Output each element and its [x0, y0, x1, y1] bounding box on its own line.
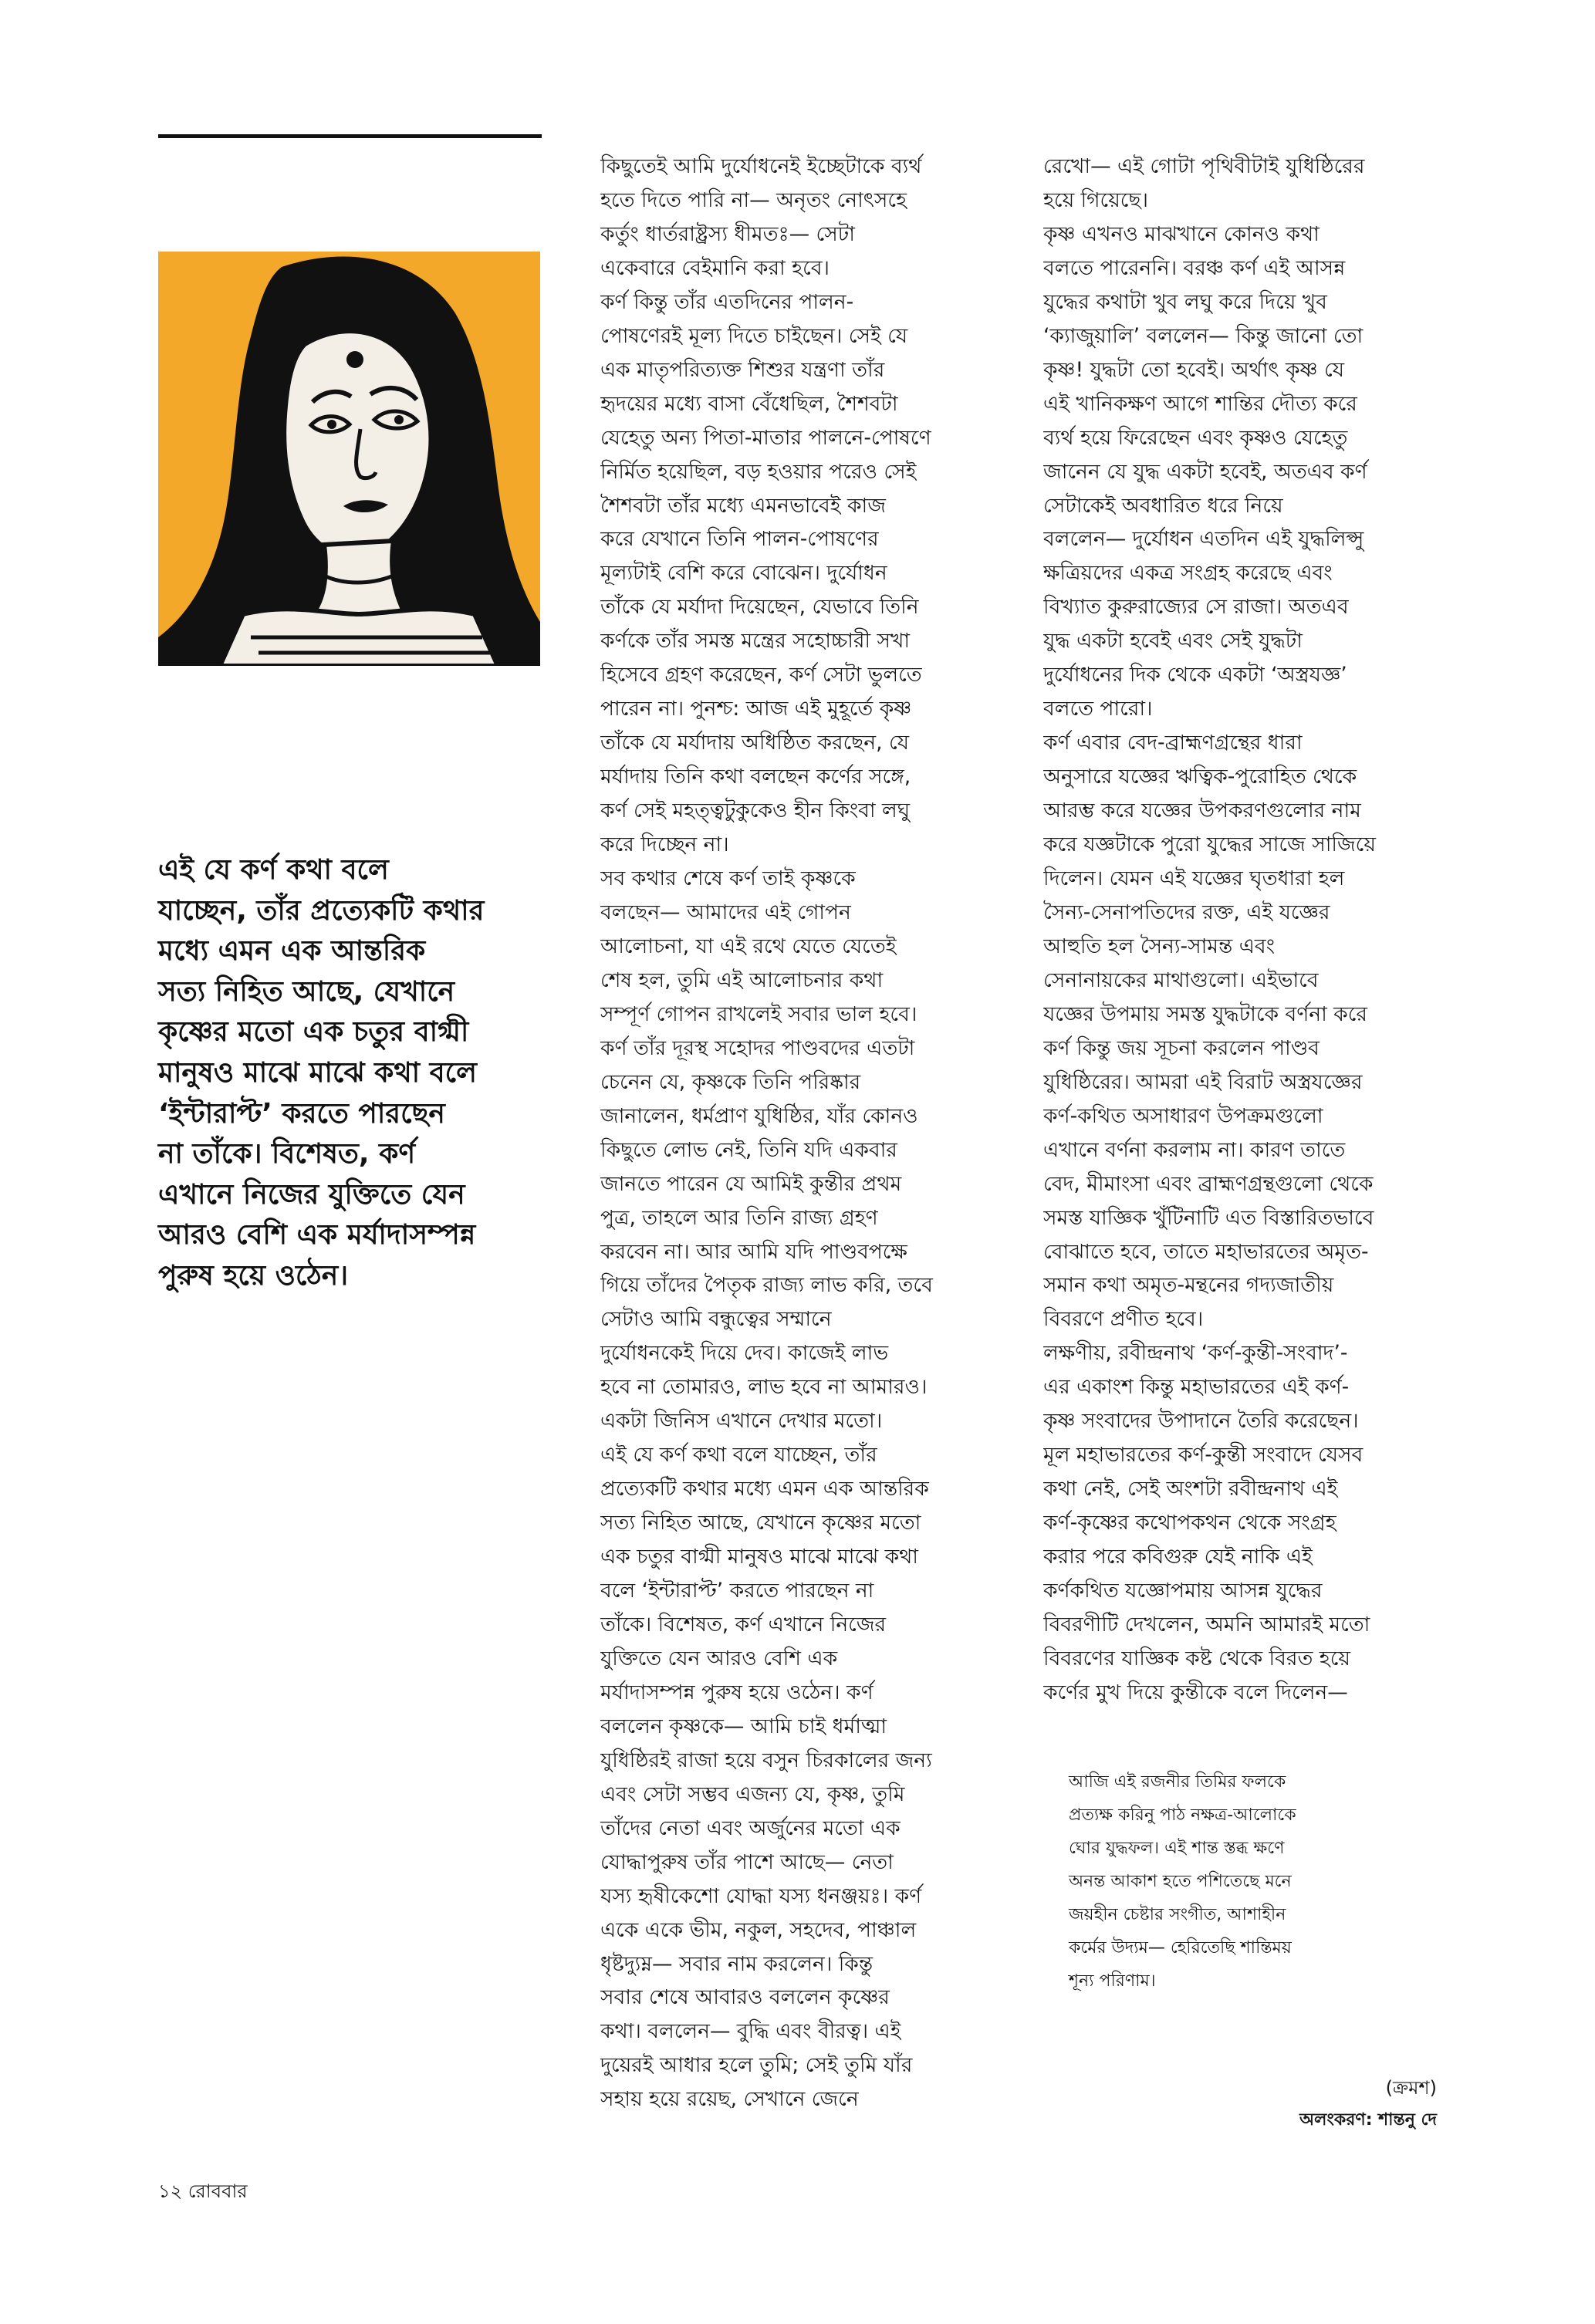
text-line: বিবরণীটি দেখলেন, অমনি আমারই মতো	[1043, 1612, 1370, 1637]
text-line: এর একাংশ কিন্তু মহাভারতের এই কর্ণ-	[1043, 1375, 1350, 1400]
text-line: মূল্যটাই বেশি করে বোঝেন। দুর্যোধন	[600, 561, 887, 586]
text-line: যুদ্ধ একটা হবেই এবং সেই যুদ্ধটা	[1043, 629, 1303, 654]
text-line: আরম্ভ করে যজ্ঞের উপকরণগুলোর নাম	[1043, 799, 1361, 823]
text-line: সেটাকেই অবধারিত ধরে নিয়ে	[1043, 493, 1283, 518]
text-line: কিছুতেই আমি দুর্যোধনেই ইচ্ছেটাকে ব্যর্থ	[600, 154, 922, 178]
text-line: যোদ্ধাপুরুষ তাঁর পাশে আছে— নেতা	[600, 1849, 894, 1874]
poem-line: শূন্য পরিণাম।	[1069, 1971, 1156, 1991]
text-line: মূল মহাভারতের কর্ণ-কুন্তী সংবাদে যেসব	[1043, 1443, 1364, 1468]
text-line: এই খানিকক্ষণ আগে শান্তির দৌত্য করে	[1043, 391, 1357, 416]
text-line: এই যে কর্ণ কথা বলে যাচ্ছেন, তাঁর	[600, 1443, 877, 1468]
text-line: করে দিচ্ছেন না।	[600, 833, 729, 857]
text-line: বললেন কৃষ্ণকে— আমি চাই ধর্মাত্মা	[600, 1714, 887, 1738]
pull-quote-line: এই যে কর্ণ কথা বলে	[158, 854, 389, 886]
text-line: তাঁকে যে মর্যাদা দিয়েছেন, যেভাবে তিনি	[600, 595, 919, 620]
text-line: মর্যাদায় তিনি কথা বলছেন কর্ণের সঙ্গে,	[600, 765, 911, 789]
text-line: সব কথার শেষে কর্ণ তাই কৃষ্ণকে	[600, 866, 856, 891]
text-line: বিবরণে প্রণীত হবে।	[1043, 1307, 1204, 1332]
poem-quote	[1069, 1765, 1439, 1998]
text-line: ব্যর্থ হয়ে ফিরেছেন এবং কৃষ্ণও যেহেতু	[1043, 425, 1348, 450]
text-line: সবার শেষে আবারও বললেন কৃষ্ণের	[600, 1985, 890, 2010]
text-line: কর্ণকে তাঁর সমস্ত মন্ত্রের সহোচ্চারী সখা	[600, 629, 911, 654]
text-line: এবং সেটা সম্ভব এজন্য যে, কৃষ্ণ, তুমি	[600, 1782, 905, 1806]
pull-quote-line: পুরুষ হয়ে ওঠেন।	[158, 1259, 349, 1292]
text-line: সমস্ত যাজ্ঞিক খুঁটিনাটি এত বিস্তারিতভাবে	[1043, 1205, 1374, 1230]
text-line: করার পরে কবিগুরু যেই নাকি এই	[1043, 1545, 1313, 1569]
text-line: কর্ণের মুখ দিয়ে কুন্তীকে বলে দিলেন—	[1043, 1680, 1348, 1704]
text-line: বলছেন— আমাদের এই গোপন	[600, 900, 851, 924]
text-line: একেবারে বেইমানি করা হবে।	[600, 255, 830, 280]
text-line: জানেন যে যুদ্ধ একটা হবেই, অতএব কর্ণ	[1043, 459, 1367, 484]
text-line: পুত্র, তাহলে আর তিনি রাজ্য গ্রহণ	[600, 1205, 878, 1230]
continued-note: (ক্রমশ)	[1385, 2077, 1437, 2099]
text-line: এক চতুর বাগ্মী মানুষও মাঝে মাঝে কথা	[600, 1545, 918, 1569]
text-line: যজ্ঞের উপমায় সমস্ত যুদ্ধটাকে বর্ণনা করে	[1043, 1002, 1367, 1026]
text-line: কর্ণ কিন্তু জয় সূচনা করলেন পাণ্ডব	[1043, 1035, 1320, 1060]
text-line: তাঁকে যে মর্যাদায় অধিষ্ঠিত করছেন, যে	[600, 731, 909, 755]
text-line: যুক্তিতে যেন আরও বেশি এক	[600, 1646, 838, 1670]
page-folio: ১২ রোববার	[158, 2180, 248, 2202]
top-rule	[158, 134, 542, 138]
pull-quote-line: যাচ্ছেন, তাঁর প্রত্যেকটি কথার	[158, 894, 485, 927]
text-line: পোষণেরই মূল্য দিতে চাইছেন। সেই যে	[600, 323, 908, 348]
article-column-2	[1043, 150, 1475, 1710]
poem-line: অনন্ত আকাশ হতে পশিতেছে মনে	[1069, 1872, 1292, 1891]
text-line: অনুসারে যজ্ঞের ঋত্বিক-পুরোহিত থেকে	[1043, 765, 1357, 789]
text-line: কথা। বললেন— বুদ্ধি এবং বীরত্ব। এই	[600, 2019, 901, 2044]
text-line: ‘ক্যাজুয়ালি’ বললেন— কিন্তু জানো তো	[1043, 323, 1364, 348]
pull-quote-line: মানুষও মাঝে মাঝে কথা বলে	[158, 1056, 477, 1089]
text-line: কর্ণ তাঁর দূরস্থ সহোদর পাণ্ডবদের এতটা	[600, 1035, 915, 1060]
text-line: কর্ণ-কথিত অসাধারণ উপক্রমগুলো	[1043, 1103, 1323, 1128]
text-line: এক মাতৃপরিত্যক্ত শিশুর যন্ত্রণা তাঁর	[600, 357, 885, 382]
text-line: রেখো— এই গোটা পৃথিবীটাই যুধিষ্ঠিরের	[1043, 154, 1365, 178]
text-line: গিয়ে তাঁদের পৈতৃক রাজ্য লাভ করি, তবে	[600, 1273, 933, 1298]
text-line: মর্যাদাসম্পন্ন পুরুষ হয়ে ওঠেন। কর্ণ	[600, 1680, 874, 1704]
illustration-credit: অলংকরণ: শান্তনু দে	[1299, 2110, 1437, 2130]
text-line: দুয়েরই আধার হলে তুমি; সেই তুমি যাঁর	[600, 2053, 913, 2078]
text-line: লক্ষণীয়, রবীন্দ্রনাথ ‘কর্ণ-কুন্তী-সংবাদ’-	[1043, 1341, 1348, 1366]
poem-line: প্রত্যক্ষ করিনু পাঠ নক্ষত্র-আলোকে	[1069, 1805, 1296, 1825]
text-line: চেনেন যে, কৃষ্ণকে তিনি পরিষ্কার	[600, 1069, 861, 1094]
text-line: প্রত্যেকটি কথার মধ্যে এমন এক আন্তরিক	[600, 1477, 929, 1501]
text-line: হবে না তোমারও, লাভ হবে না আমারও।	[600, 1375, 928, 1400]
text-line: বলতে পারো।	[1043, 697, 1153, 721]
text-line: কর্ণ-কৃষ্ণের কথোপকথন থেকে সংগ্রহ	[1043, 1511, 1336, 1535]
text-line: সহায় হয়ে রয়েছ, সেখানে জেনে	[600, 2087, 859, 2112]
text-line: সমান কথা অমৃত-মন্থনের গদ্যজাতীয়	[1043, 1273, 1334, 1298]
article-column-1	[600, 150, 1032, 2116]
text-line: ক্ষত্রিয়দের একত্র সংগ্রহ করেছে এবং	[1043, 561, 1333, 586]
poem-line: ঘোর যুদ্ধফল। এই শান্ত স্তব্ধ ক্ষণে	[1069, 1839, 1285, 1858]
text-line: হিসেবে গ্রহণ করেছেন, কর্ণ সেটা ভুলতে	[600, 663, 922, 687]
text-line: তাঁকে। বিশেষত, কর্ণ এখানে নিজের	[600, 1612, 887, 1637]
text-line: হয়ে গিয়েছে।	[1043, 187, 1148, 212]
text-line: শৈশবটা তাঁর মধ্যে এমনভাবেই কাজ	[600, 493, 886, 518]
text-line: কর্ণ কিন্তু তাঁর এতদিনের পালন-	[600, 289, 854, 314]
text-line: কর্ণকথিত যজ্ঞোপমায় আসন্ন যুদ্ধের	[1043, 1579, 1323, 1603]
text-line: সৈন্য-সেনাপতিদের রক্ত, এই যজ্ঞের	[1043, 900, 1330, 924]
text-line: হৃদয়ের মধ্যে বাসা বেঁধেছিল, শৈশবটা	[600, 391, 898, 416]
poem-line: জয়হীন চেষ্টার সংগীত, আশাহীন	[1069, 1905, 1286, 1924]
text-line: কৃষ্ণ সংবাদের উপাদানে তৈরি করেছেন।	[1043, 1409, 1359, 1434]
pull-quote	[158, 850, 559, 1297]
text-line: জানতে পারেন যে আমিই কুন্তীর প্রথম	[600, 1171, 902, 1196]
text-line: নির্মিত হয়েছিল, বড় হওয়ার পরেও সেই	[600, 459, 917, 484]
poem-line: আজি এই রজনীর তিমির ফলকে	[1069, 1772, 1286, 1792]
text-line: করবেন না। আর আমি যদি পাণ্ডবপক্ষে	[600, 1239, 907, 1264]
text-line: এখানে বর্ণনা করলাম না। কারণ তাতে	[1043, 1137, 1346, 1162]
text-line: বলে ‘ইন্টারাপ্ট’ করতে পারছেন না	[600, 1579, 874, 1603]
text-line: যুদ্ধের কথাটা খুব লঘু করে দিয়ে খুব	[1043, 289, 1327, 314]
text-line: যস্য হৃষীকেশো যোদ্ধা যস্য ধনঞ্জয়ঃ। কর্ণ	[600, 1883, 922, 1908]
text-line: কর্ণ এবার বেদ-ব্রাহ্মণগ্রন্থের ধারা	[1043, 731, 1303, 755]
text-line: কৃষ্ণ এখনও মাঝখানে কোনও কথা	[1043, 221, 1320, 246]
text-line: একটা জিনিস এখানে দেখার মতো।	[600, 1409, 883, 1434]
text-line: সত্য নিহিত আছে, যেখানে কৃষ্ণের মতো	[600, 1511, 921, 1535]
pull-quote-line: না তাঁকে। বিশেষত, কর্ণ	[158, 1138, 416, 1170]
text-line: দিলেন। যেমন এই যজ্ঞের ঘৃতধারা হল	[1043, 866, 1345, 891]
text-line: হতে দিতে পারি না— অনৃতং নোৎসহে	[600, 187, 907, 212]
text-line: কর্ণ সেই মহত্ত্বটুকুকেও হীন কিংবা লঘু	[600, 799, 911, 823]
text-line: কথা নেই, সেই অংশটা রবীন্দ্রনাথ এই	[1043, 1477, 1338, 1501]
text-line: সেটাও আমি বন্ধুত্বের সম্মানে	[600, 1307, 832, 1332]
text-line: বেদ, মীমাংসা এবং ব্রাহ্মণগ্রন্থগুলো থেকে	[1043, 1171, 1374, 1196]
text-line: জানালেন, ধর্মপ্রাণ যুধিষ্ঠির, যাঁর কোনও	[600, 1103, 918, 1128]
poem-line: কর্মের উদ্যম— হেরিতেছি শান্তিময়	[1069, 1938, 1292, 1957]
pull-quote-line: আরও বেশি এক মর্যাদাসম্পন্ন	[158, 1219, 476, 1252]
pull-quote-line: মধ্যে এমন এক আন্তরিক	[158, 935, 426, 968]
text-line: ধৃষ্টদ্যুম্ন— সবার নাম করলেন। কিন্তু	[600, 1951, 874, 1976]
pull-quote-line: কৃষ্ণের মতো এক চতুর বাগ্মী	[158, 1016, 469, 1049]
text-line: দুর্যোধনের দিক থেকে একটা ‘অস্ত্রযজ্ঞ’	[1043, 663, 1347, 687]
text-line: যুধিষ্ঠিরের। আমরা এই বিরাট অস্ত্রযজ্ঞের	[1043, 1069, 1363, 1094]
text-line: বলতে পারেননি। বরঞ্চ কর্ণ এই আসন্ন	[1043, 255, 1346, 280]
text-line: তাঁদের নেতা এবং অর্জুনের মতো এক	[600, 1816, 901, 1840]
pull-quote-line: সত্য নিহিত আছে, যেখানে	[158, 975, 455, 1008]
pull-quote-line: ‘ইন্টারাপ্ট’ করতে পারছেন	[158, 1097, 445, 1130]
text-line: কৃষ্ণ! যুদ্ধটা তো হবেই। অর্থাৎ কৃষ্ণ যে	[1043, 357, 1344, 382]
pull-quote-line: এখানে নিজের যুক্তিতে যেন	[158, 1178, 465, 1211]
text-line: বিবরণের যাজ্ঞিক কষ্ট থেকে বিরত হয়ে	[1043, 1646, 1350, 1670]
text-line: আহুতি হল সৈন্য-সামন্ত এবং	[1043, 934, 1276, 958]
text-line: আলোচনা, যা এই রথে যেতে যেতেই	[600, 934, 897, 958]
text-line: পারেন না। পুনশ্চ: আজ এই মুহূর্তে কৃষ্ণ	[600, 697, 912, 721]
text-line: যেহেতু অন্য পিতা-মাতার পালনে-পোষণে	[600, 425, 931, 450]
text-line: যুধিষ্ঠিরই রাজা হয়ে বসুন চিরকালের জন্য	[600, 1748, 932, 1772]
text-line: বললেন— দুর্যোধন এতদিন এই যুদ্ধলিপ্সু	[1043, 527, 1364, 552]
text-line: একে একে ভীম, নকুল, সহদেব, পাঞ্চাল	[600, 1917, 917, 1942]
text-line: বিখ্যাত কুরুরাজ্যের সে রাজা। অতএব	[1043, 595, 1349, 620]
text-line: দুর্যোধনকেই দিয়ে দেব। কাজেই লাভ	[600, 1341, 889, 1366]
text-line: করে যেখানে তিনি পালন-পোষণের	[600, 527, 879, 552]
text-line: কর্তুং ধার্তরাষ্ট্রস্য ধীমতঃ— সেটা	[600, 221, 855, 246]
text-line: করে যজ্ঞটাকে পুরো যুদ্ধের সাজে সাজিয়ে	[1043, 833, 1376, 857]
text-line: কিছুতে লোভ নেই, তিনি যদি একবার	[600, 1137, 897, 1162]
text-line: বোঝাতে হবে, তাতে মহাভারতের অমৃত-	[1043, 1239, 1369, 1264]
text-line: সম্পূর্ণ গোপন রাখলেই সবার ভাল হবে।	[600, 1002, 917, 1026]
woman-portrait-illustration	[158, 252, 540, 666]
text-line: সেনানায়কের মাথাগুলো। এইভাবে	[1043, 968, 1319, 992]
text-line: শেষ হল, তুমি এই আলোচনার কথা	[600, 968, 884, 992]
